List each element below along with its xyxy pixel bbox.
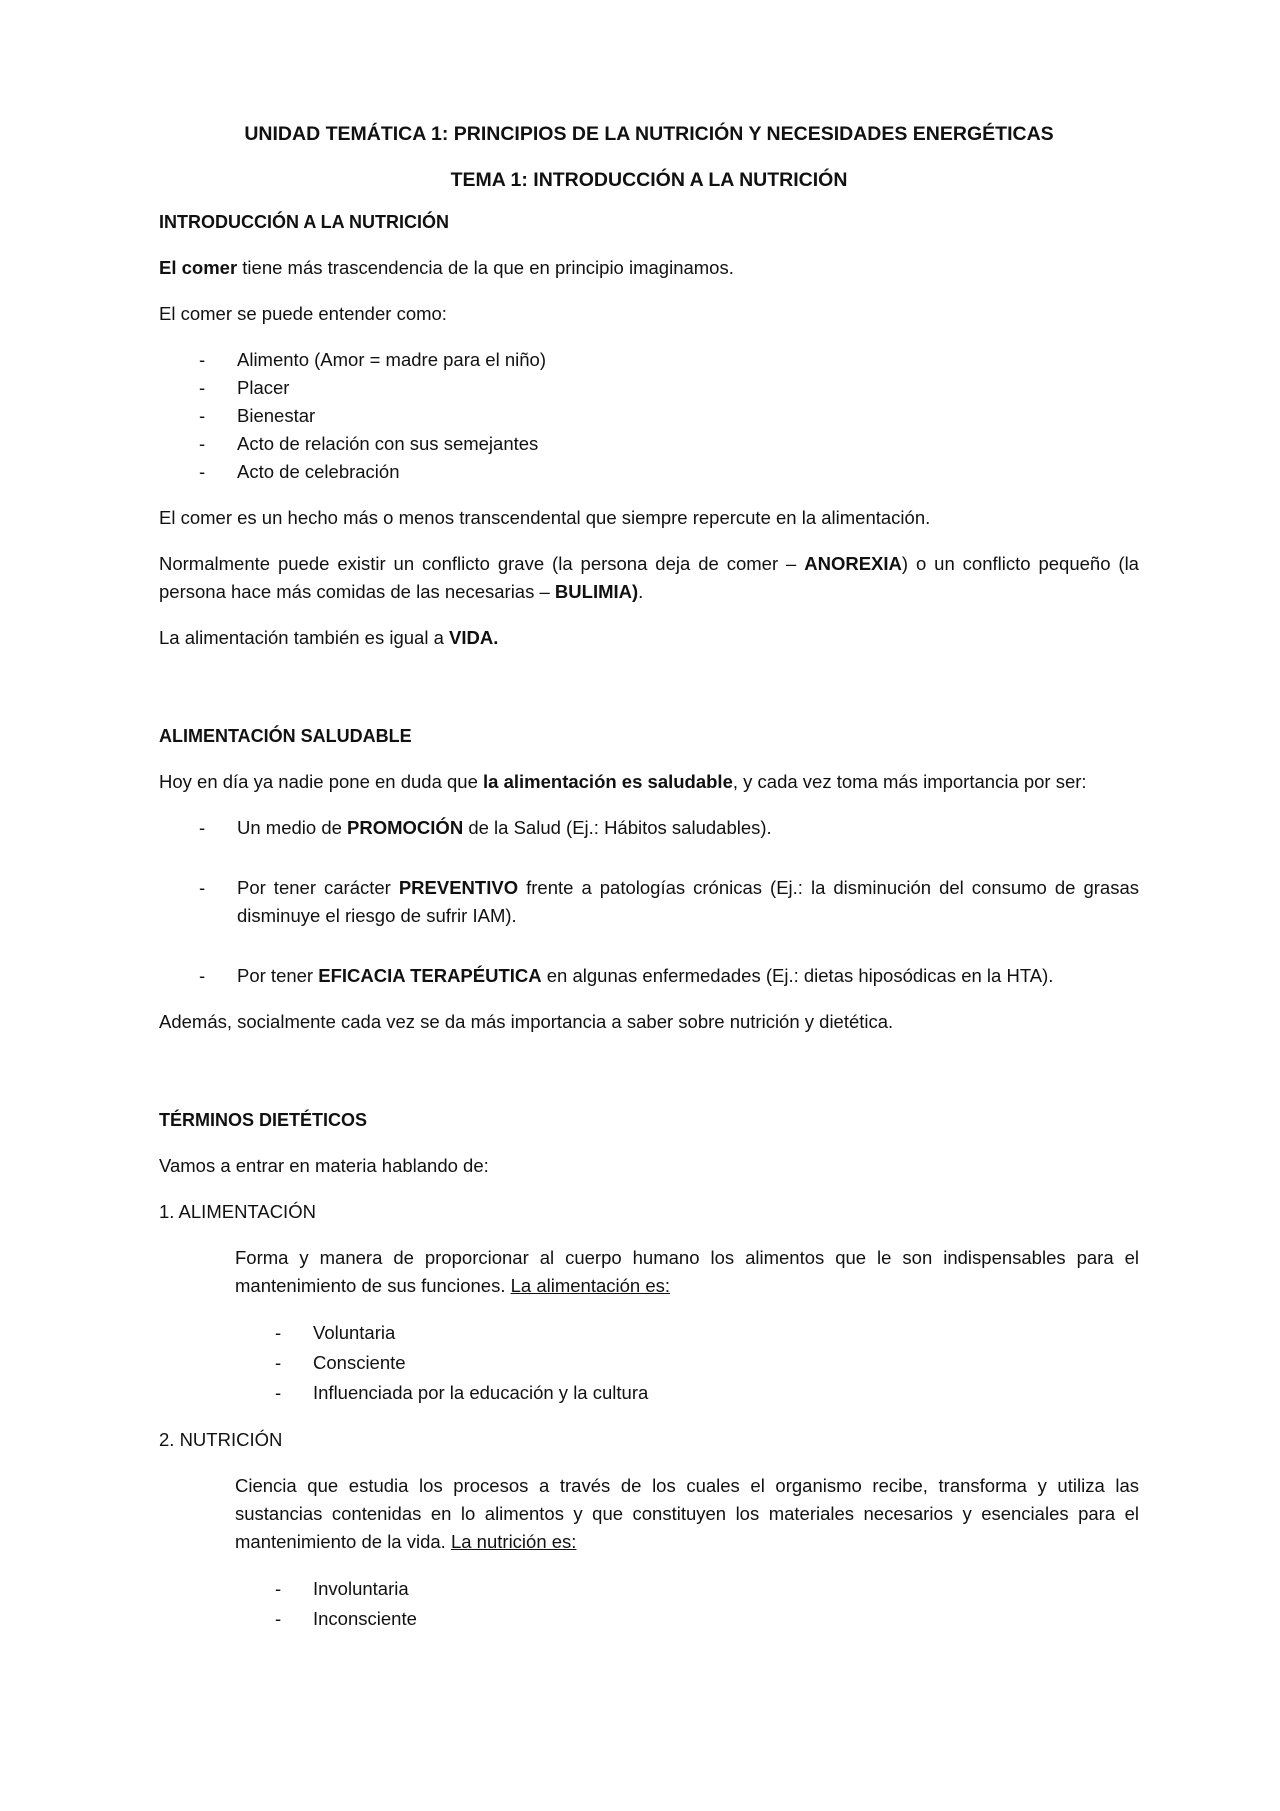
term-description: [235, 1244, 1139, 1300]
term-body-alimentacion: [159, 1244, 1139, 1408]
list-item: [159, 402, 1139, 430]
list-item: [235, 1318, 1139, 1348]
dash-bullet: -: [199, 965, 206, 986]
text-span: Forma y manera de proporcionar al cuerpo humano los alimentos que le son indispensables para el mantenimiento de sus funciones.: [235, 1247, 1139, 1296]
dash-bullet: -: [199, 817, 206, 838]
list-item-text: Acto de celebración: [237, 461, 400, 482]
text-span: Por tener carácter: [237, 877, 399, 898]
text-span: en algunas enfermedades (Ej.: dietas hiposódicas en la HTA).: [541, 965, 1054, 986]
section-spacer: [159, 1054, 1139, 1106]
section-heading-healthy: ALIMENTACIÓN SALUDABLE: [159, 726, 412, 746]
list-item: [235, 1348, 1139, 1378]
list-item-text: Acto de relación con sus semejantes: [237, 433, 539, 454]
terms-paragraph-1: Vamos a entrar en materia hablando de:: [159, 1155, 489, 1176]
bold-text: PROMOCIÓN: [347, 817, 464, 838]
list-item-text: Involuntaria: [313, 1578, 409, 1599]
intro-paragraph-1: [159, 254, 1139, 282]
bold-text: la alimentación es saludable: [483, 771, 733, 792]
bold-text: EFICACIA TERAPÉUTICA: [318, 965, 542, 986]
dash-bullet: -: [199, 877, 206, 898]
intro-paragraph-4: [159, 550, 1139, 606]
underlined-text: La nutrición es:: [450, 1531, 577, 1552]
text-span: frente a patologías crónicas (Ej.: la disminución del consumo de grasas disminuye el riesgo de sufrir IAM).: [237, 877, 1139, 926]
text-span: Normalmente puede existir un conflicto grave (la persona deja de comer –: [159, 553, 805, 574]
text-span: ) o un conflicto pequeño (la persona hace más comidas de las necesarias –: [159, 553, 1139, 602]
list-item: [235, 1574, 1139, 1604]
list-item: [159, 346, 1139, 374]
list-item-text: Bienestar: [237, 405, 316, 426]
intro-paragraph-2: El comer se puede entender como:: [159, 303, 447, 324]
dash-bullet: -: [275, 1382, 282, 1403]
dash-bullet: -: [199, 349, 206, 370]
list-item: [235, 1378, 1139, 1408]
intro-list: [159, 346, 1139, 486]
dash-bullet: -: [275, 1322, 282, 1343]
underlined-text: La alimentación es:: [510, 1275, 671, 1296]
topic-title: TEMA 1: INTRODUCCIÓN A LA NUTRICIÓN: [450, 169, 848, 191]
list-item: [159, 458, 1139, 486]
unit-title: UNIDAD TEMÁTICA 1: PRINCIPIOS DE LA NUTRICIÓN Y NECESIDADES ENERGÉTICAS: [244, 123, 1054, 145]
dash-bullet: -: [275, 1608, 282, 1629]
list-item-text: Consciente: [313, 1352, 406, 1373]
list-item-text: Influenciada por la educación y la cultura: [313, 1382, 649, 1403]
section-heading-intro: INTRODUCCIÓN A LA NUTRICIÓN: [159, 212, 449, 232]
term-label-nutricion: 2. NUTRICIÓN: [159, 1429, 283, 1450]
healthy-list: [159, 814, 1139, 990]
list-item: [159, 814, 1139, 842]
section-spacer: [159, 670, 1139, 722]
term-list: [235, 1318, 1139, 1408]
text-span: tiene más trascendencia de la que en principio imaginamos.: [237, 257, 734, 278]
bold-text: BULIMIA): [554, 581, 639, 602]
list-item-text: Voluntaria: [313, 1322, 396, 1343]
text-span: de la Salud (Ej.: Hábitos saludables).: [463, 817, 772, 838]
term-list: [235, 1574, 1139, 1634]
term-description: [235, 1472, 1139, 1556]
bold-text: ANOREXIA: [804, 553, 902, 574]
healthy-paragraph-1: [159, 768, 1139, 796]
term-label-alimentacion: 1. ALIMENTACIÓN: [159, 1201, 316, 1222]
dash-bullet: -: [199, 433, 206, 454]
intro-paragraph-3: El comer es un hecho más o menos transcendental que siempre repercute en la alimentación.: [159, 507, 931, 528]
dash-bullet: -: [199, 377, 206, 398]
list-item: [159, 962, 1139, 990]
section-heading-terms: TÉRMINOS DIETÉTICOS: [159, 1110, 368, 1130]
dash-bullet: -: [275, 1352, 282, 1373]
list-item: [159, 430, 1139, 458]
text-span: , y cada vez toma más importancia por ser:: [732, 771, 1087, 792]
list-item: [235, 1604, 1139, 1634]
list-item: [159, 374, 1139, 402]
text-span: Ciencia que estudia los procesos a través de los cuales el organismo recibe, transforma y utiliza las sustancias contenidas en lo alimentos y que constituyen los materiales necesarios y esenciales para el mantenimiento de la vida.: [235, 1475, 1139, 1552]
text-span: .: [638, 581, 644, 602]
dash-bullet: -: [199, 405, 206, 426]
text-span: La alimentación también es igual a: [159, 627, 450, 648]
text-span: Por tener: [237, 965, 319, 986]
text-span: Hoy en día ya nadie pone en duda que: [159, 771, 484, 792]
list-item-text: Inconsciente: [313, 1608, 417, 1629]
list-item-text: Placer: [237, 377, 290, 398]
text-span: Un medio de: [237, 817, 348, 838]
list-item-text: Alimento (Amor = madre para el niño): [237, 349, 546, 370]
bold-text: El comer: [159, 257, 238, 278]
dash-bullet: -: [199, 461, 206, 482]
term-body-nutricion: [159, 1472, 1139, 1634]
bold-text: VIDA.: [449, 627, 499, 648]
list-item: [159, 874, 1139, 930]
bold-text: PREVENTIVO: [398, 877, 519, 898]
intro-paragraph-5: [159, 624, 1139, 652]
healthy-paragraph-2: Además, socialmente cada vez se da más importancia a saber sobre nutrición y dietética.: [159, 1011, 894, 1032]
dash-bullet: -: [275, 1578, 282, 1599]
page-content: [159, 120, 1139, 1652]
